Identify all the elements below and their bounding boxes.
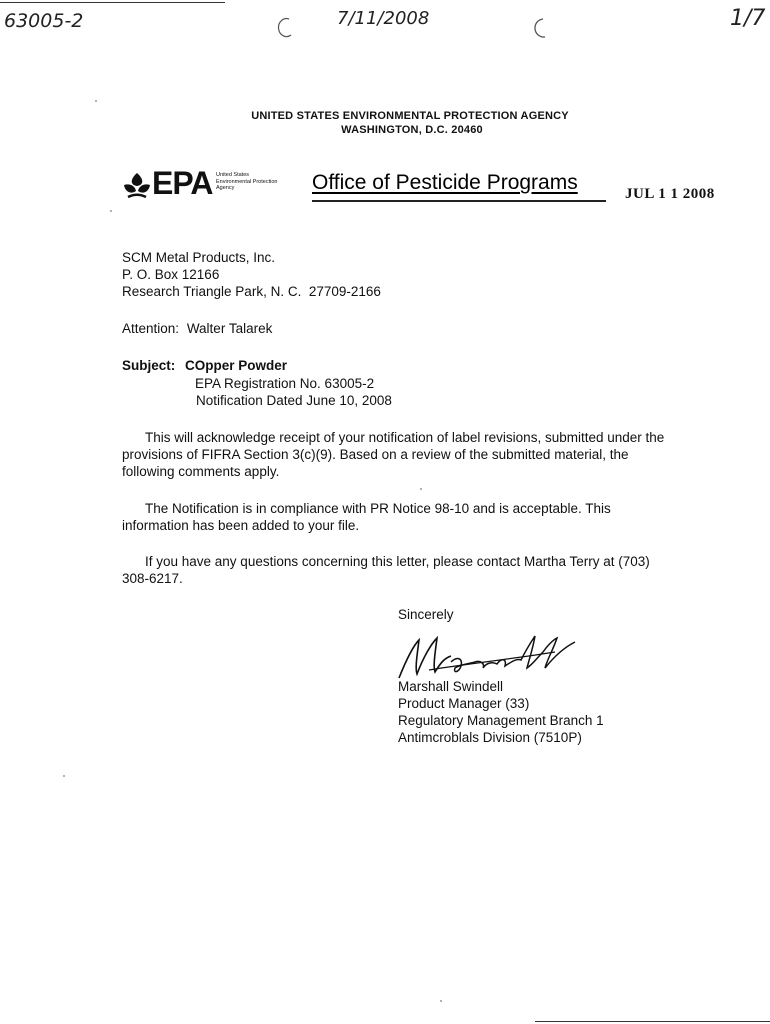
recipient-address bbox=[122, 249, 381, 300]
punch-hole-left-icon bbox=[276, 16, 296, 38]
subject-reg-line: EPA Registration No. 63005-2 bbox=[195, 376, 375, 391]
logo-line-2: Environmental Protection bbox=[216, 178, 278, 185]
logo-line-3: Agency bbox=[216, 185, 235, 191]
attention-name: Walter Talarek bbox=[186, 321, 273, 336]
recipient-company: SCM Metal Products, Inc. bbox=[122, 250, 276, 265]
epa-logo-small-text bbox=[216, 172, 311, 192]
body-paragraph-3: If you have any questions concerning this letter, please contact Martha Terry at (703) 308-6217. bbox=[122, 554, 650, 586]
scan-speck bbox=[63, 775, 65, 777]
punch-hole-right-icon bbox=[528, 16, 550, 40]
signer-title-1: Product Manager (33) bbox=[398, 696, 530, 711]
closing-salutation: Sincerely bbox=[398, 607, 454, 622]
subject-title: COpper Powder bbox=[185, 358, 288, 373]
agency-location: WASHINGTON, D.C. 20460 bbox=[341, 124, 483, 136]
subject-block bbox=[122, 357, 287, 374]
signer-name: Marshall Swindell bbox=[398, 679, 504, 694]
office-title: Office of Pesticide Programs bbox=[312, 171, 578, 194]
recipient-city: Research Triangle Park, N. C. 27709-2166 bbox=[122, 284, 381, 299]
signer-block bbox=[398, 678, 604, 746]
recipient-po-box: P. O. Box 12166 bbox=[122, 267, 220, 282]
bottom-rule bbox=[535, 1021, 770, 1022]
scan-speck bbox=[110, 210, 112, 212]
handwritten-reg-number: 63005-2 bbox=[4, 10, 84, 32]
signer-title-3: Antimcroblals Division (7510P) bbox=[398, 730, 582, 745]
subject-label: Subject: bbox=[122, 358, 176, 373]
epa-logo-text: EPA bbox=[152, 165, 213, 201]
top-rule bbox=[0, 2, 225, 3]
signer-title-2: Regulatory Management Branch 1 bbox=[398, 713, 604, 728]
body-paragraph-2: The Notification is in compliance with PR Notice 98-10 and is acceptable. This information has been added to your file. bbox=[122, 501, 611, 533]
scan-speck bbox=[95, 100, 97, 102]
subject-notif-line: Notification Dated June 10, 2008 bbox=[196, 393, 392, 408]
agency-name: UNITED STATES ENVIRONMENTAL PROTECTION AGENCY bbox=[251, 110, 569, 122]
logo-line-1: United States bbox=[216, 172, 250, 178]
attention-line bbox=[122, 320, 272, 337]
scan-speck bbox=[440, 1000, 442, 1002]
office-title-underline bbox=[312, 200, 606, 202]
attention-label: Attention: bbox=[122, 321, 180, 336]
handwritten-date: 7/11/2008 bbox=[337, 8, 430, 29]
stamp-date: JUL 1 1 2008 bbox=[625, 186, 715, 202]
scan-speck bbox=[420, 488, 422, 490]
handwritten-page-number: 1/7 bbox=[730, 6, 766, 31]
epa-flower-icon bbox=[122, 171, 152, 201]
body-paragraph-1: This will acknowledge receipt of your notification of label revisions, submitted under the provisions of FIFRA Section 3(c)(9). Based on a review of the submitted material, the following comments apply. bbox=[122, 430, 665, 479]
